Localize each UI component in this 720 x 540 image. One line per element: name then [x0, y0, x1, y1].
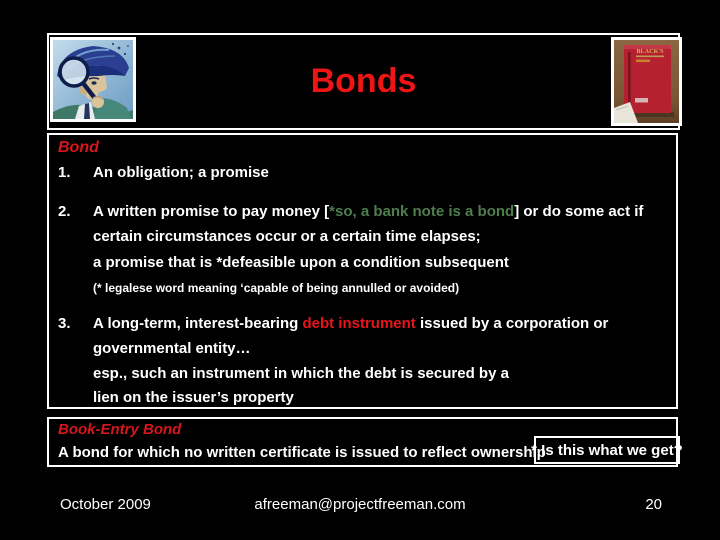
footer — [0, 496, 720, 516]
book-entry-bond-box — [47, 417, 683, 467]
item1-text: An obligation; a promise — [93, 164, 269, 181]
book-cover-title-text: BLACK'S — [636, 48, 664, 55]
bond-heading: Bond — [58, 139, 99, 156]
footer-page-number: 20 — [645, 496, 662, 513]
item2-legalese-note: (* legalese word meaning ‘capable of being annulled or avoided) — [93, 281, 460, 295]
book-entry-text: A bond for which no written certificate is issued to reflect ownership — [58, 444, 546, 461]
item2-line2: certain circumstances occur or a certain time elapses; — [93, 228, 481, 245]
page-title: Bonds — [310, 62, 417, 100]
callout-box — [531, 436, 683, 464]
item3-line1-post: issued by a corporation or — [415, 315, 609, 332]
law-book-photo — [614, 40, 679, 123]
detective-image — [50, 37, 136, 122]
footer-email: afreeman@projectfreeman.com — [254, 496, 466, 513]
item3-debt-instrument: debt instrument — [302, 315, 416, 332]
item1-number: 1. — [58, 164, 71, 181]
item2-line1-green-note: *so, a bank note is a bond — [329, 203, 515, 220]
callout-text: * Is this what we get? — [531, 441, 683, 459]
item2-line1-post: ] or do some act if — [514, 203, 644, 220]
item3-line1 — [93, 315, 608, 332]
item2-line1 — [93, 203, 643, 220]
item3-line1-pre: A long-term, interest-bearing — [93, 315, 303, 332]
footer-date: October 2009 — [60, 496, 151, 513]
blacks-law-dictionary-image — [611, 37, 682, 126]
item3-line4: lien on the issuer’s property — [93, 389, 294, 406]
item2-line1-pre: A written promise to pay money [ — [93, 203, 330, 220]
bond-definitions-box — [47, 133, 678, 409]
item2-number: 2. — [58, 203, 71, 220]
book-entry-heading: Book-Entry Bond — [58, 421, 182, 438]
item3-line2: governmental entity… — [93, 340, 251, 357]
item3-line3: esp., such an instrument in which the debt is secured by a — [93, 365, 509, 382]
item2-line3: a promise that is *defeasible upon a condition subsequent — [93, 254, 509, 271]
detective-illustration — [53, 40, 133, 119]
item3-number: 3. — [58, 315, 71, 332]
header-box — [47, 33, 680, 130]
